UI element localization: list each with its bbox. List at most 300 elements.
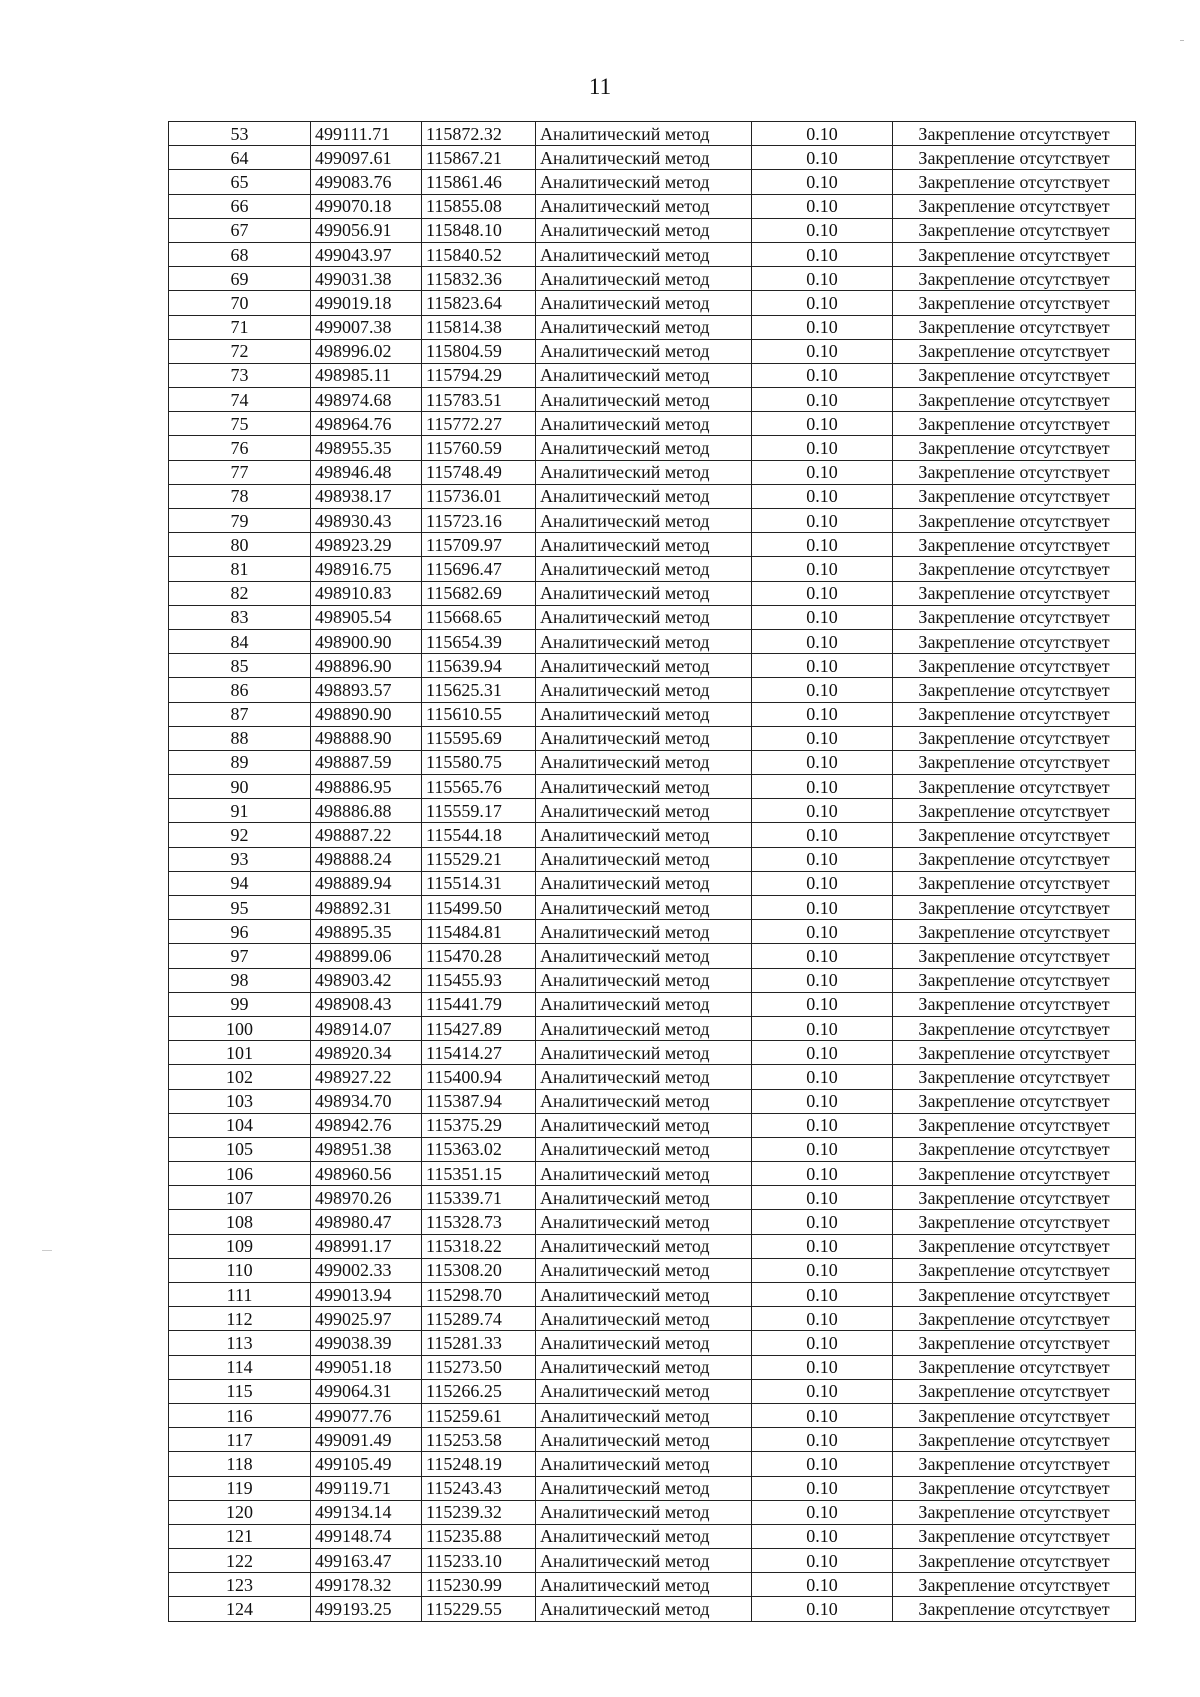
- fixation-cell: Закрепление отсутствует: [893, 1428, 1136, 1452]
- fixation-cell: Закрепление отсутствует: [893, 122, 1136, 146]
- accuracy-cell: 0.10: [752, 750, 893, 774]
- method-cell: Аналитический метод: [536, 1041, 752, 1065]
- accuracy-cell: 0.10: [752, 484, 893, 508]
- table-row: [169, 1597, 1136, 1621]
- method-cell: Аналитический метод: [536, 242, 752, 266]
- method-cell: Аналитический метод: [536, 339, 752, 363]
- y-coordinate-cell: 115253.58: [422, 1428, 536, 1452]
- y-coordinate-cell: 115328.73: [422, 1210, 536, 1234]
- y-coordinate-cell: 115266.25: [422, 1379, 536, 1403]
- point-number-cell: 105: [169, 1137, 311, 1161]
- point-number-cell: 96: [169, 920, 311, 944]
- x-coordinate-cell: 498942.76: [311, 1113, 422, 1137]
- accuracy-cell: 0.10: [752, 122, 893, 146]
- table-row: [169, 775, 1136, 799]
- fixation-cell: Закрепление отсутствует: [893, 218, 1136, 242]
- table-row: [169, 750, 1136, 774]
- method-cell: Аналитический метод: [536, 629, 752, 653]
- fixation-cell: Закрепление отсутствует: [893, 388, 1136, 412]
- point-number-cell: 97: [169, 944, 311, 968]
- accuracy-cell: 0.10: [752, 1476, 893, 1500]
- fixation-cell: Закрепление отсутствует: [893, 509, 1136, 533]
- accuracy-cell: 0.10: [752, 1113, 893, 1137]
- fixation-cell: Закрепление отсутствует: [893, 1549, 1136, 1573]
- x-coordinate-cell: 498980.47: [311, 1210, 422, 1234]
- y-coordinate-cell: 115230.99: [422, 1573, 536, 1597]
- method-cell: Аналитический метод: [536, 1452, 752, 1476]
- x-coordinate-cell: 498893.57: [311, 678, 422, 702]
- point-number-cell: 89: [169, 750, 311, 774]
- fixation-cell: Закрепление отсутствует: [893, 871, 1136, 895]
- point-number-cell: 112: [169, 1307, 311, 1331]
- point-number-cell: 83: [169, 605, 311, 629]
- point-number-cell: 106: [169, 1162, 311, 1186]
- accuracy-cell: 0.10: [752, 557, 893, 581]
- table-row: [169, 1549, 1136, 1573]
- point-number-cell: 100: [169, 1016, 311, 1040]
- table-row: [169, 291, 1136, 315]
- y-coordinate-cell: 115696.47: [422, 557, 536, 581]
- accuracy-cell: 0.10: [752, 1186, 893, 1210]
- x-coordinate-cell: 499031.38: [311, 267, 422, 291]
- fixation-cell: Закрепление отсутствует: [893, 242, 1136, 266]
- fixation-cell: Закрепление отсутствует: [893, 363, 1136, 387]
- method-cell: Аналитический метод: [536, 1210, 752, 1234]
- y-coordinate-cell: 115455.93: [422, 968, 536, 992]
- x-coordinate-cell: 498964.76: [311, 412, 422, 436]
- y-coordinate-cell: 115848.10: [422, 218, 536, 242]
- scan-mark: [42, 1250, 52, 1251]
- accuracy-cell: 0.10: [752, 1162, 893, 1186]
- y-coordinate-cell: 115233.10: [422, 1549, 536, 1573]
- fixation-cell: Закрепление отсутствует: [893, 1500, 1136, 1524]
- point-number-cell: 116: [169, 1403, 311, 1427]
- fixation-cell: Закрепление отсутствует: [893, 799, 1136, 823]
- fixation-cell: Закрепление отсутствует: [893, 992, 1136, 1016]
- method-cell: Аналитический метод: [536, 920, 752, 944]
- x-coordinate-cell: 498951.38: [311, 1137, 422, 1161]
- table-row: [169, 1573, 1136, 1597]
- point-number-cell: 111: [169, 1283, 311, 1307]
- accuracy-cell: 0.10: [752, 944, 893, 968]
- accuracy-cell: 0.10: [752, 267, 893, 291]
- method-cell: Аналитический метод: [536, 1355, 752, 1379]
- fixation-cell: Закрепление отсутствует: [893, 1137, 1136, 1161]
- fixation-cell: Закрепление отсутствует: [893, 1186, 1136, 1210]
- table-row: [169, 557, 1136, 581]
- fixation-cell: Закрепление отсутствует: [893, 968, 1136, 992]
- method-cell: Аналитический метод: [536, 1186, 752, 1210]
- point-number-cell: 113: [169, 1331, 311, 1355]
- method-cell: Аналитический метод: [536, 388, 752, 412]
- table-row: [169, 678, 1136, 702]
- x-coordinate-cell: 498946.48: [311, 460, 422, 484]
- x-coordinate-cell: 498985.11: [311, 363, 422, 387]
- point-number-cell: 67: [169, 218, 311, 242]
- method-cell: Аналитический метод: [536, 484, 752, 508]
- x-coordinate-cell: 498955.35: [311, 436, 422, 460]
- method-cell: Аналитический метод: [536, 363, 752, 387]
- method-cell: Аналитический метод: [536, 799, 752, 823]
- method-cell: Аналитический метод: [536, 291, 752, 315]
- y-coordinate-cell: 115625.31: [422, 678, 536, 702]
- fixation-cell: Закрепление отсутствует: [893, 1403, 1136, 1427]
- table-row: [169, 629, 1136, 653]
- table-row: [169, 799, 1136, 823]
- accuracy-cell: 0.10: [752, 847, 893, 871]
- fixation-cell: Закрепление отсутствует: [893, 629, 1136, 653]
- x-coordinate-cell: 498974.68: [311, 388, 422, 412]
- fixation-cell: Закрепление отсутствует: [893, 581, 1136, 605]
- fixation-cell: Закрепление отсутствует: [893, 896, 1136, 920]
- fixation-cell: Закрепление отсутствует: [893, 1016, 1136, 1040]
- y-coordinate-cell: 115840.52: [422, 242, 536, 266]
- method-cell: Аналитический метод: [536, 1524, 752, 1548]
- table-row: [169, 1041, 1136, 1065]
- accuracy-cell: 0.10: [752, 775, 893, 799]
- x-coordinate-cell: 499111.71: [311, 122, 422, 146]
- method-cell: Аналитический метод: [536, 871, 752, 895]
- accuracy-cell: 0.10: [752, 896, 893, 920]
- y-coordinate-cell: 115470.28: [422, 944, 536, 968]
- x-coordinate-cell: 498991.17: [311, 1234, 422, 1258]
- table-row: [169, 847, 1136, 871]
- x-coordinate-cell: 499091.49: [311, 1428, 422, 1452]
- y-coordinate-cell: 115427.89: [422, 1016, 536, 1040]
- method-cell: Аналитический метод: [536, 509, 752, 533]
- fixation-cell: Закрепление отсутствует: [893, 460, 1136, 484]
- fixation-cell: Закрепление отсутствует: [893, 412, 1136, 436]
- point-number-cell: 101: [169, 1041, 311, 1065]
- table-row: [169, 1307, 1136, 1331]
- y-coordinate-cell: 115565.76: [422, 775, 536, 799]
- x-coordinate-cell: 498892.31: [311, 896, 422, 920]
- method-cell: Аналитический метод: [536, 1016, 752, 1040]
- table-row: [169, 1258, 1136, 1282]
- x-coordinate-cell: 499007.38: [311, 315, 422, 339]
- y-coordinate-cell: 115595.69: [422, 726, 536, 750]
- accuracy-cell: 0.10: [752, 315, 893, 339]
- point-number-cell: 68: [169, 242, 311, 266]
- x-coordinate-cell: 499038.39: [311, 1331, 422, 1355]
- accuracy-cell: 0.10: [752, 1065, 893, 1089]
- x-coordinate-cell: 498916.75: [311, 557, 422, 581]
- method-cell: Аналитический метод: [536, 557, 752, 581]
- table-row: [169, 315, 1136, 339]
- fixation-cell: Закрепление отсутствует: [893, 194, 1136, 218]
- point-number-cell: 79: [169, 509, 311, 533]
- point-number-cell: 88: [169, 726, 311, 750]
- y-coordinate-cell: 115243.43: [422, 1476, 536, 1500]
- x-coordinate-cell: 498888.24: [311, 847, 422, 871]
- accuracy-cell: 0.10: [752, 1258, 893, 1282]
- x-coordinate-cell: 499070.18: [311, 194, 422, 218]
- fixation-cell: Закрепление отсутствует: [893, 1307, 1136, 1331]
- table-row: [169, 339, 1136, 363]
- table-row: [169, 992, 1136, 1016]
- accuracy-cell: 0.10: [752, 992, 893, 1016]
- accuracy-cell: 0.10: [752, 460, 893, 484]
- accuracy-cell: 0.10: [752, 1500, 893, 1524]
- x-coordinate-cell: 499083.76: [311, 170, 422, 194]
- accuracy-cell: 0.10: [752, 1573, 893, 1597]
- method-cell: Аналитический метод: [536, 1258, 752, 1282]
- x-coordinate-cell: 499119.71: [311, 1476, 422, 1500]
- table-row: [169, 170, 1136, 194]
- method-cell: Аналитический метод: [536, 1379, 752, 1403]
- method-cell: Аналитический метод: [536, 1307, 752, 1331]
- table-row: [169, 944, 1136, 968]
- y-coordinate-cell: 115709.97: [422, 533, 536, 557]
- table-row: [169, 194, 1136, 218]
- y-coordinate-cell: 115794.29: [422, 363, 536, 387]
- accuracy-cell: 0.10: [752, 533, 893, 557]
- y-coordinate-cell: 115339.71: [422, 1186, 536, 1210]
- x-coordinate-cell: 499163.47: [311, 1549, 422, 1573]
- accuracy-cell: 0.10: [752, 170, 893, 194]
- x-coordinate-cell: 498886.88: [311, 799, 422, 823]
- y-coordinate-cell: 115723.16: [422, 509, 536, 533]
- accuracy-cell: 0.10: [752, 1016, 893, 1040]
- x-coordinate-cell: 498903.42: [311, 968, 422, 992]
- method-cell: Аналитический метод: [536, 1500, 752, 1524]
- y-coordinate-cell: 115668.65: [422, 605, 536, 629]
- x-coordinate-cell: 499002.33: [311, 1258, 422, 1282]
- point-number-cell: 53: [169, 122, 311, 146]
- fixation-cell: Закрепление отсутствует: [893, 775, 1136, 799]
- x-coordinate-cell: 499077.76: [311, 1403, 422, 1427]
- x-coordinate-cell: 498905.54: [311, 605, 422, 629]
- table-row: [169, 1476, 1136, 1500]
- method-cell: Аналитический метод: [536, 267, 752, 291]
- fixation-cell: Закрепление отсутствует: [893, 678, 1136, 702]
- method-cell: Аналитический метод: [536, 122, 752, 146]
- fixation-cell: Закрепление отсутствует: [893, 920, 1136, 944]
- x-coordinate-cell: 499193.25: [311, 1597, 422, 1621]
- x-coordinate-cell: 499013.94: [311, 1283, 422, 1307]
- fixation-cell: Закрепление отсутствует: [893, 1355, 1136, 1379]
- accuracy-cell: 0.10: [752, 242, 893, 266]
- method-cell: Аналитический метод: [536, 1549, 752, 1573]
- fixation-cell: Закрепление отсутствует: [893, 484, 1136, 508]
- y-coordinate-cell: 115559.17: [422, 799, 536, 823]
- method-cell: Аналитический метод: [536, 1331, 752, 1355]
- table-row: [169, 1210, 1136, 1234]
- x-coordinate-cell: 499097.61: [311, 146, 422, 170]
- table-row: [169, 509, 1136, 533]
- table-row: [169, 968, 1136, 992]
- accuracy-cell: 0.10: [752, 654, 893, 678]
- table-row: [169, 823, 1136, 847]
- x-coordinate-cell: 498890.90: [311, 702, 422, 726]
- fixation-cell: Закрепление отсутствует: [893, 1113, 1136, 1137]
- y-coordinate-cell: 115760.59: [422, 436, 536, 460]
- point-number-cell: 94: [169, 871, 311, 895]
- x-coordinate-cell: 498934.70: [311, 1089, 422, 1113]
- y-coordinate-cell: 115544.18: [422, 823, 536, 847]
- fixation-cell: Закрепление отсутствует: [893, 654, 1136, 678]
- x-coordinate-cell: 499056.91: [311, 218, 422, 242]
- method-cell: Аналитический метод: [536, 823, 752, 847]
- point-number-cell: 87: [169, 702, 311, 726]
- page-number: 11: [588, 74, 612, 99]
- method-cell: Аналитический метод: [536, 533, 752, 557]
- x-coordinate-cell: 498910.83: [311, 581, 422, 605]
- accuracy-cell: 0.10: [752, 702, 893, 726]
- table-row: [169, 1355, 1136, 1379]
- y-coordinate-cell: 115484.81: [422, 920, 536, 944]
- coordinates-table: [168, 121, 1136, 1622]
- table-row: [169, 1524, 1136, 1548]
- method-cell: Аналитический метод: [536, 944, 752, 968]
- fixation-cell: Закрепление отсутствует: [893, 1258, 1136, 1282]
- method-cell: Аналитический метод: [536, 750, 752, 774]
- y-coordinate-cell: 115832.36: [422, 267, 536, 291]
- x-coordinate-cell: 498960.56: [311, 1162, 422, 1186]
- method-cell: Аналитический метод: [536, 654, 752, 678]
- accuracy-cell: 0.10: [752, 1234, 893, 1258]
- accuracy-cell: 0.10: [752, 1597, 893, 1621]
- fixation-cell: Закрепление отсутствует: [893, 1573, 1136, 1597]
- y-coordinate-cell: 115814.38: [422, 315, 536, 339]
- method-cell: Аналитический метод: [536, 1428, 752, 1452]
- y-coordinate-cell: 115273.50: [422, 1355, 536, 1379]
- accuracy-cell: 0.10: [752, 629, 893, 653]
- point-number-cell: 123: [169, 1573, 311, 1597]
- method-cell: Аналитический метод: [536, 896, 752, 920]
- method-cell: Аналитический метод: [536, 194, 752, 218]
- table-row: [169, 1065, 1136, 1089]
- table-row: [169, 1283, 1136, 1307]
- accuracy-cell: 0.10: [752, 968, 893, 992]
- accuracy-cell: 0.10: [752, 1428, 893, 1452]
- point-number-cell: 81: [169, 557, 311, 581]
- table-row: [169, 533, 1136, 557]
- point-number-cell: 98: [169, 968, 311, 992]
- accuracy-cell: 0.10: [752, 1379, 893, 1403]
- accuracy-cell: 0.10: [752, 1137, 893, 1161]
- point-number-cell: 92: [169, 823, 311, 847]
- table-row: [169, 1162, 1136, 1186]
- method-cell: Аналитический метод: [536, 1065, 752, 1089]
- table-row: [169, 1331, 1136, 1355]
- point-number-cell: 108: [169, 1210, 311, 1234]
- accuracy-cell: 0.10: [752, 605, 893, 629]
- y-coordinate-cell: 115351.15: [422, 1162, 536, 1186]
- y-coordinate-cell: 115872.32: [422, 122, 536, 146]
- fixation-cell: Закрепление отсутствует: [893, 315, 1136, 339]
- method-cell: Аналитический метод: [536, 726, 752, 750]
- fixation-cell: Закрепление отсутствует: [893, 170, 1136, 194]
- y-coordinate-cell: 115259.61: [422, 1403, 536, 1427]
- x-coordinate-cell: 498996.02: [311, 339, 422, 363]
- accuracy-cell: 0.10: [752, 291, 893, 315]
- fixation-cell: Закрепление отсутствует: [893, 1524, 1136, 1548]
- table-row: [169, 581, 1136, 605]
- y-coordinate-cell: 115823.64: [422, 291, 536, 315]
- point-number-cell: 119: [169, 1476, 311, 1500]
- method-cell: Аналитический метод: [536, 218, 752, 242]
- y-coordinate-cell: 115682.69: [422, 581, 536, 605]
- table-row: [169, 920, 1136, 944]
- table-row: [169, 654, 1136, 678]
- x-coordinate-cell: 499105.49: [311, 1452, 422, 1476]
- accuracy-cell: 0.10: [752, 1331, 893, 1355]
- y-coordinate-cell: 115375.29: [422, 1113, 536, 1137]
- method-cell: Аналитический метод: [536, 1113, 752, 1137]
- method-cell: Аналитический метод: [536, 1137, 752, 1161]
- method-cell: Аналитический метод: [536, 1234, 752, 1258]
- accuracy-cell: 0.10: [752, 1452, 893, 1476]
- x-coordinate-cell: 499178.32: [311, 1573, 422, 1597]
- fixation-cell: Закрепление отсутствует: [893, 1162, 1136, 1186]
- method-cell: Аналитический метод: [536, 1403, 752, 1427]
- point-number-cell: 71: [169, 315, 311, 339]
- accuracy-cell: 0.10: [752, 363, 893, 387]
- table-row: [169, 896, 1136, 920]
- y-coordinate-cell: 115580.75: [422, 750, 536, 774]
- y-coordinate-cell: 115318.22: [422, 1234, 536, 1258]
- point-number-cell: 91: [169, 799, 311, 823]
- accuracy-cell: 0.10: [752, 726, 893, 750]
- accuracy-cell: 0.10: [752, 920, 893, 944]
- fixation-cell: Закрепление отсутствует: [893, 533, 1136, 557]
- accuracy-cell: 0.10: [752, 1210, 893, 1234]
- table-row: [169, 122, 1136, 146]
- point-number-cell: 66: [169, 194, 311, 218]
- accuracy-cell: 0.10: [752, 194, 893, 218]
- fixation-cell: Закрепление отсутствует: [893, 1089, 1136, 1113]
- x-coordinate-cell: 498923.29: [311, 533, 422, 557]
- fixation-cell: Закрепление отсутствует: [893, 847, 1136, 871]
- y-coordinate-cell: 115748.49: [422, 460, 536, 484]
- fixation-cell: Закрепление отсутствует: [893, 339, 1136, 363]
- table-row: [169, 242, 1136, 266]
- point-number-cell: 120: [169, 1500, 311, 1524]
- point-number-cell: 85: [169, 654, 311, 678]
- fixation-cell: Закрепление отсутствует: [893, 750, 1136, 774]
- x-coordinate-cell: 498899.06: [311, 944, 422, 968]
- point-number-cell: 70: [169, 291, 311, 315]
- point-number-cell: 95: [169, 896, 311, 920]
- x-coordinate-cell: 498895.35: [311, 920, 422, 944]
- accuracy-cell: 0.10: [752, 1549, 893, 1573]
- scan-mark: [1180, 40, 1184, 41]
- x-coordinate-cell: 498920.34: [311, 1041, 422, 1065]
- x-coordinate-cell: 498887.59: [311, 750, 422, 774]
- accuracy-cell: 0.10: [752, 1283, 893, 1307]
- table-row: [169, 146, 1136, 170]
- table-row: [169, 726, 1136, 750]
- fixation-cell: Закрепление отсутствует: [893, 267, 1136, 291]
- table-row: [169, 1137, 1136, 1161]
- point-number-cell: 103: [169, 1089, 311, 1113]
- method-cell: Аналитический метод: [536, 847, 752, 871]
- x-coordinate-cell: 499025.97: [311, 1307, 422, 1331]
- fixation-cell: Закрепление отсутствует: [893, 1476, 1136, 1500]
- fixation-cell: Закрепление отсутствует: [893, 1041, 1136, 1065]
- table-row: [169, 1379, 1136, 1403]
- fixation-cell: Закрепление отсутствует: [893, 1234, 1136, 1258]
- accuracy-cell: 0.10: [752, 1089, 893, 1113]
- fixation-cell: Закрепление отсутствует: [893, 702, 1136, 726]
- table-row: [169, 412, 1136, 436]
- fixation-cell: Закрепление отсутствует: [893, 1210, 1136, 1234]
- table-row: [169, 1452, 1136, 1476]
- point-number-cell: 74: [169, 388, 311, 412]
- accuracy-cell: 0.10: [752, 1524, 893, 1548]
- x-coordinate-cell: 498887.22: [311, 823, 422, 847]
